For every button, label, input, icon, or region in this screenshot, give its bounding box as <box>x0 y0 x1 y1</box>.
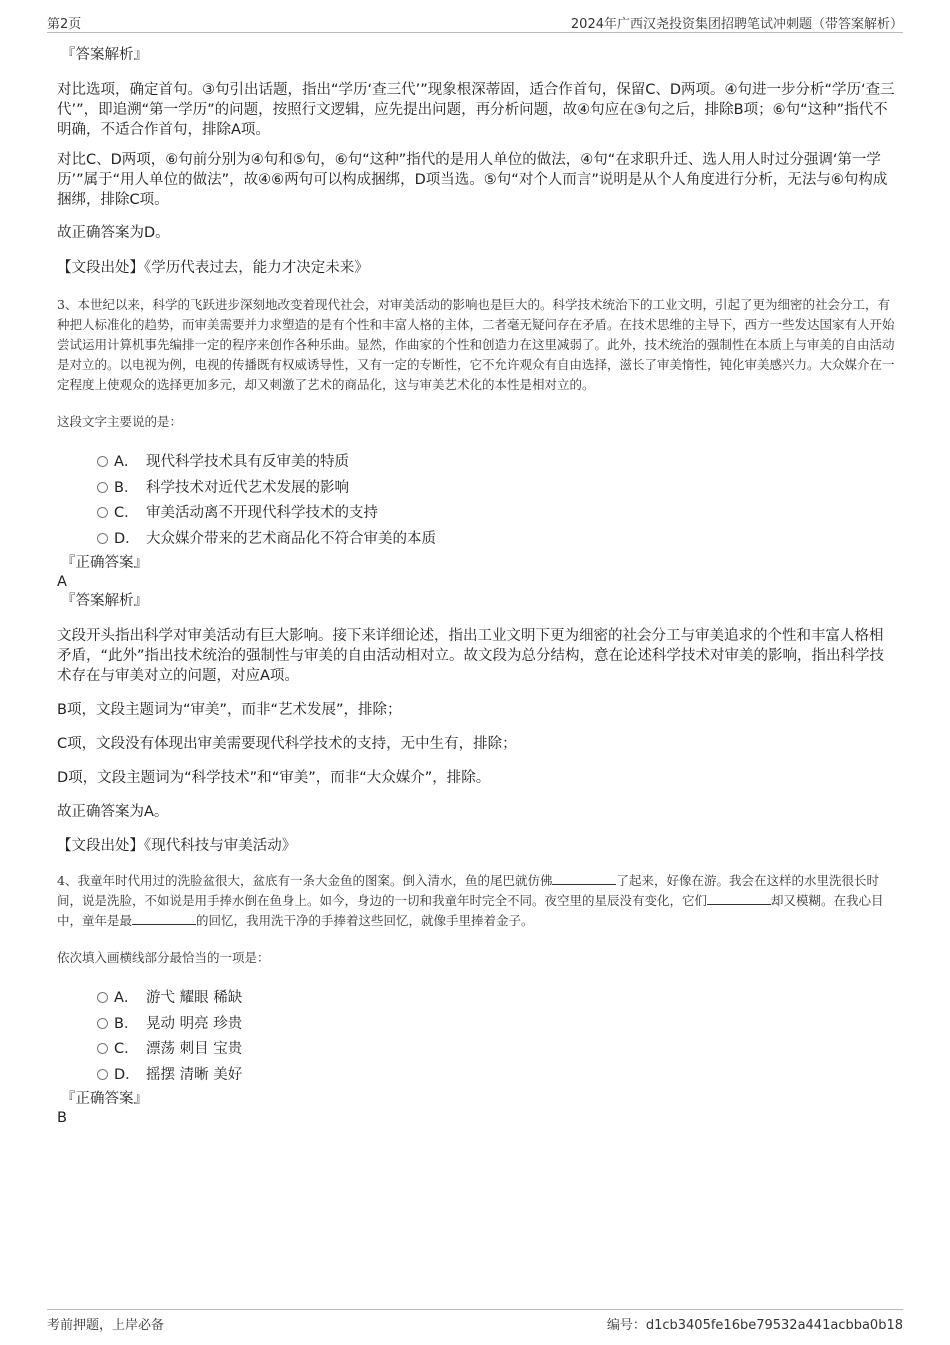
q4-prompt: 依次填入画横线部分最恰当的一项是： <box>57 950 270 965</box>
source-title: 《现代科技与审美活动》 <box>144 838 297 854</box>
radio-icon[interactable] <box>97 1069 108 1080</box>
correct-answer-label: 『正确答案』 <box>61 1091 148 1107</box>
q3-option-b[interactable]: B． 科学技术对近代艺术发展的影响 <box>57 474 897 500</box>
radio-icon[interactable] <box>97 507 108 518</box>
source-label: 【文段出处】 <box>57 260 144 276</box>
q4-answer: B <box>57 1110 67 1126</box>
fill-blank-3 <box>132 912 196 925</box>
q4-option-c[interactable]: C． 漂荡 刺目 宝贵 <box>57 1035 897 1061</box>
q3-analysis-para-2: B项，文段主题词为“审美”，而非“艺术发展”，排除； <box>57 702 402 718</box>
source-label: 【文段出处】 <box>57 838 144 854</box>
q3-answer: A <box>57 574 67 590</box>
q3-question-text: 3、本世纪以来，科学的飞跃进步深刻地改变着现代社会，对审美活动的影响也是巨大的。科学技术统治下的工业文明，引起了更为细密的社会分工，有种把人标准化的趋势，而审美需要并力求塑造的是有个性和丰富人格的主体，二者毫无疑问存在矛盾。在技术思维的主导下，西方一些发达国家有人开始尝试运用计算机事先编排一定的程序来创作各种乐曲。显然，作曲家的个性和创造力在这里减弱了。此外，技术统治的强制性在本质上与审美的自由活动是对立的。以电视为例，电视的传播既有权威诱导性，又有一定的专断性，它不允许观众有自由选择，滋长了审美惰性，钝化审美感兴力。大众媒介在一定程度上使观众的选择更加多元，却又刺激了艺术的商品化，这与审美艺术化的本性是相对立的。 <box>57 297 895 392</box>
document-code: 编号：d1cb3405fe16be79532a441acbba0b18 <box>606 1318 903 1333</box>
radio-icon[interactable] <box>97 456 108 467</box>
q2-analysis-para-1: 对比选项，确定首句。③句引出话题，指出“学历‘查三代’”现象根深蒂固，适合作首句，保留C、D两项。④句进一步分析“学历‘查三代’”，即追溯“第一学历”的问题，按照行文逻辑，应先提出问题，再分析问题，故④句应在③句之后，排除B项；⑥句“这种”指代不明确，不适合作首句，排除A项。 <box>57 82 895 138</box>
page-header <box>47 12 903 33</box>
q3-option-c[interactable]: C． 审美活动离不开现代科学技术的支持 <box>57 499 897 525</box>
q3-analysis-para-3: C项，文段没有体现出审美需要现代科学技术的支持，无中生有，排除； <box>57 736 517 752</box>
q4-option-a[interactable]: A． 游弋 耀眼 稀缺 <box>57 984 897 1010</box>
source-title: 《学历代表过去，能力才决定未来》 <box>144 260 369 276</box>
fill-blank-2 <box>707 892 771 905</box>
q3-option-d[interactable]: D． 大众媒介带来的艺术商品化不符合审美的本质 <box>57 525 897 551</box>
radio-icon[interactable] <box>97 992 108 1003</box>
radio-icon[interactable] <box>97 482 108 493</box>
q3-conclusion: 故正确答案为A。 <box>57 804 169 820</box>
page-footer <box>47 1309 903 1332</box>
footer-slogan: 考前押题，上岸必备 <box>47 1318 165 1333</box>
correct-answer-label: 『正确答案』 <box>61 555 148 571</box>
radio-icon[interactable] <box>97 1043 108 1054</box>
q4-question-text: 4、我童年时代用过的洗脸盆很大，盆底有一条大金鱼的图案。倒入清水，鱼的尾巴就仿佛 了起来，好像在游。我会在这样的水里洗很长时间，说是洗脸，不如说是用手捧水倒在鱼身上。如今，身边的一切和我童年时完全不同。夜空里的星辰没有变化，它们 却又模糊。在我心目中，童年是最 的回忆，我用洗干净的手捧着这些回忆，就像手里捧着金子。 <box>57 873 884 928</box>
analysis-label: 『答案解析』 <box>61 47 148 63</box>
page-content <box>57 44 897 1128</box>
q4-option-d[interactable]: D． 摇摆 清晰 美好 <box>57 1061 897 1087</box>
q4-option-b[interactable]: B． 晃动 明亮 珍贵 <box>57 1010 897 1036</box>
q3-analysis-para-4: D项，文段主题词为“科学技术”和“审美”，而非“大众媒介”，排除。 <box>57 770 491 786</box>
page-number: 第2页 <box>47 17 82 32</box>
q2-conclusion: 故正确答案为D。 <box>57 225 170 241</box>
fill-blank-1 <box>552 872 616 885</box>
radio-icon[interactable] <box>97 1018 108 1029</box>
q2-source <box>57 258 897 278</box>
q3-prompt: 这段文字主要说的是： <box>57 414 183 429</box>
document-title: 2024年广西汉尧投资集团招聘笔试冲刺题（带答案解析） <box>570 17 903 32</box>
analysis-label: 『答案解析』 <box>61 593 148 609</box>
q4-options <box>57 984 897 1086</box>
q3-option-a[interactable]: A． 现代科学技术具有反审美的特质 <box>57 448 897 474</box>
radio-icon[interactable] <box>97 533 108 544</box>
q3-source <box>57 836 897 856</box>
q2-analysis-para-2: 对比C、D两项，⑥句前分别为④句和⑤句，⑥句“这种”指代的是用人单位的做法，④句“在求职升迁、选人用人时过分强调‘第一学历’”属于“用人单位的做法”，故④⑥两句可以构成捆绑，D项当选。⑤句“对个人而言”说明是从个人角度进行分析，无法与⑥句构成捆绑，排除C项。 <box>57 152 888 208</box>
q3-analysis-para-1: 文段开头指出科学对审美活动有巨大影响。接下来详细论述，指出工业文明下更为细密的社会分工与审美追求的个性和丰富人格相矛盾，“此外”指出技术统治的强制性与审美的自由活动相对立。故文段为总分结构，意在论述科学技术对审美的影响，指出科学技术存在与审美对立的问题，对应A项。 <box>57 628 885 684</box>
q3-options <box>57 448 897 550</box>
